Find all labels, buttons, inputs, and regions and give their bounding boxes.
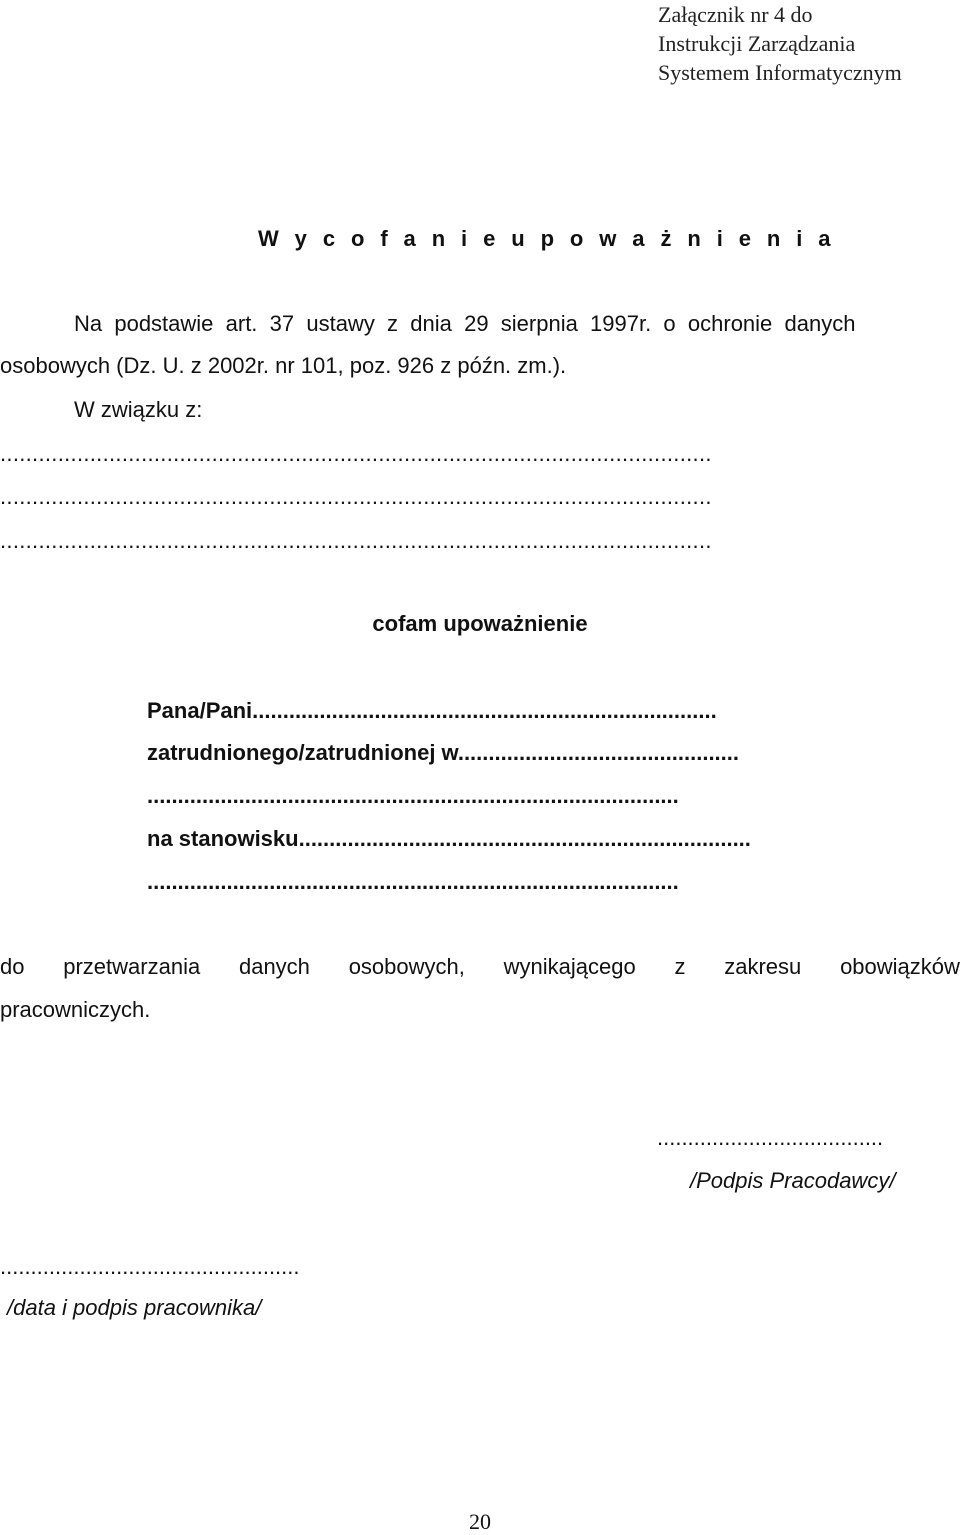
reason-line-3: ............................................................................................................... xyxy=(0,528,712,553)
legal-basis-line-1: Na podstawie art. 37 ustawy z dnia 29 sierpnia 1997r. o ochronie danych xyxy=(74,311,856,336)
person-name-field: Pana/Pani............................................................................ xyxy=(147,698,717,723)
revoke-heading: cofam upoważnienie xyxy=(372,611,588,636)
purpose-line-2: pracowniczych. xyxy=(0,997,151,1022)
position-field-continuation: ....................................................................................... xyxy=(147,869,679,894)
header-line-2: Instrukcji Zarządzania xyxy=(658,31,856,56)
document-title: W y c o f a n i e u p o w a ż n i e n i a xyxy=(258,226,836,251)
purpose-paragraph xyxy=(0,954,960,980)
employee-signature-line: ................................................. xyxy=(0,1254,300,1279)
purpose-word: wynikającego xyxy=(503,954,636,979)
purpose-word: osobowych, xyxy=(348,954,465,979)
header-line-3: Systemem Informatycznym xyxy=(658,60,902,85)
reason-line-2: ............................................................................................................... xyxy=(0,484,712,509)
purpose-word: do xyxy=(0,954,25,979)
reason-label: W związku z: xyxy=(74,397,203,422)
employer-field-continuation: ....................................................................................... xyxy=(147,783,679,808)
header-line-1: Załącznik nr 4 do xyxy=(658,2,813,27)
purpose-word: przetwarzania xyxy=(63,954,201,979)
purpose-word: zakresu xyxy=(724,954,802,979)
employee-signature-label: /data i podpis pracownika/ xyxy=(7,1295,262,1320)
page-number: 20 xyxy=(469,1509,491,1534)
attachment-header xyxy=(658,0,902,87)
legal-basis-line-2: osobowych (Dz. U. z 2002r. nr 101, poz. 926 z późn. zm.). xyxy=(0,353,567,378)
position-field: na stanowisku.......................................................................... xyxy=(147,826,751,851)
purpose-word: danych xyxy=(238,954,310,979)
employer-signature-line: ..................................... xyxy=(657,1125,884,1150)
reason-line-1: ............................................................................................................... xyxy=(0,441,712,466)
employer-field: zatrudnionego/zatrudnionej w.............................................. xyxy=(147,740,740,765)
purpose-word: z xyxy=(674,954,686,979)
employer-signature-label: /Podpis Pracodawcy/ xyxy=(690,1168,896,1193)
purpose-line-1 xyxy=(0,954,960,980)
purpose-word: obowiązków xyxy=(840,954,960,979)
